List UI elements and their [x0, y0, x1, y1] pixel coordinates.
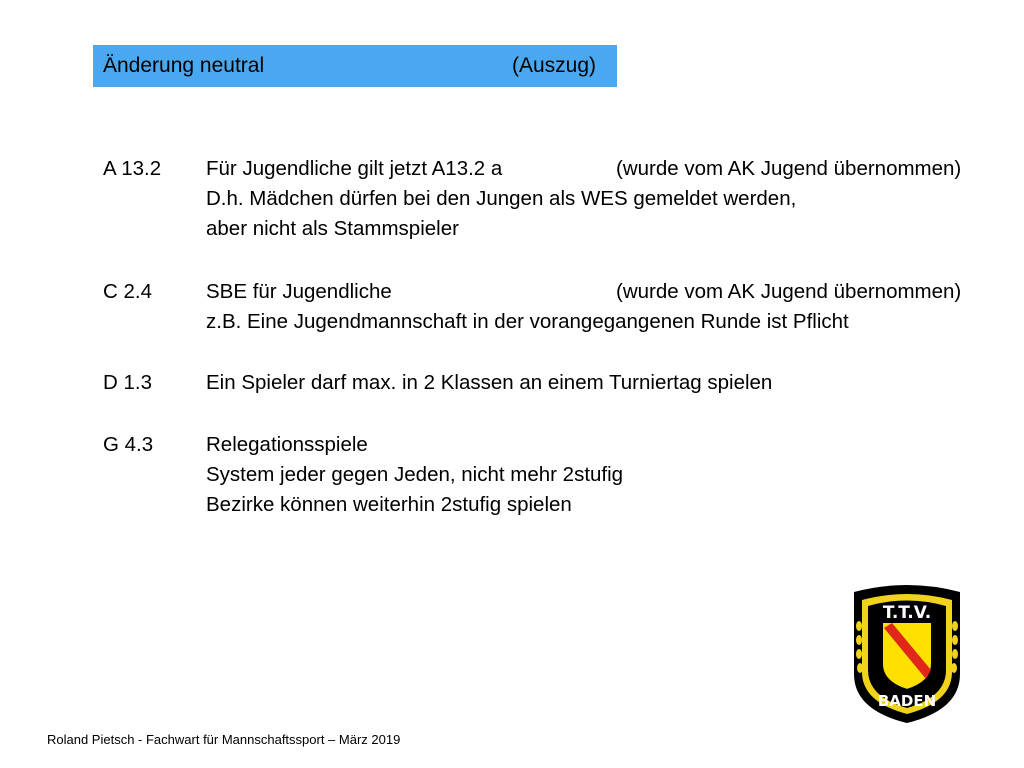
title-banner [93, 45, 617, 87]
page-title: Änderung neutral [103, 54, 265, 77]
logo-bottom-text: BADEN [877, 692, 937, 710]
entry-line: SBE für Jugendliche [206, 280, 392, 303]
entry-line: Bezirke können weiterhin 2stufig spielen [206, 493, 572, 516]
entry-code: A 13.2 [103, 157, 162, 180]
entry-note: (wurde vom AK Jugend übernommen) [616, 157, 962, 180]
entry-line: Für Jugendliche gilt jetzt A13.2 a [206, 157, 503, 180]
entry-note: (wurde vom AK Jugend übernommen) [616, 280, 962, 303]
page-title-suffix: (Auszug) [512, 54, 597, 77]
entry-line: D.h. Mädchen dürfen bei den Jungen als WES gemeldet werden, [206, 187, 797, 210]
ttv-baden-logo-icon [846, 582, 968, 725]
entry-code: D 1.3 [103, 371, 152, 394]
footer-text: Roland Pietsch - Fachwart für Mannschaftssport – März 2019 [47, 732, 401, 747]
entry-code: G 4.3 [103, 433, 154, 456]
entry-line: Relegationsspiele [206, 433, 368, 456]
entry-line: Ein Spieler darf max. in 2 Klassen an einem Turniertag spielen [206, 371, 773, 394]
entry-line: System jeder gegen Jeden, nicht mehr 2stufig [206, 463, 624, 486]
entry-line: aber nicht als Stammspieler [206, 217, 459, 240]
entry-code: C 2.4 [103, 280, 152, 303]
entry-line: z.B. Eine Jugendmannschaft in der vorangegangenen Runde ist Pflicht [206, 310, 849, 333]
logo-top-text: T.T.V. [882, 603, 932, 623]
